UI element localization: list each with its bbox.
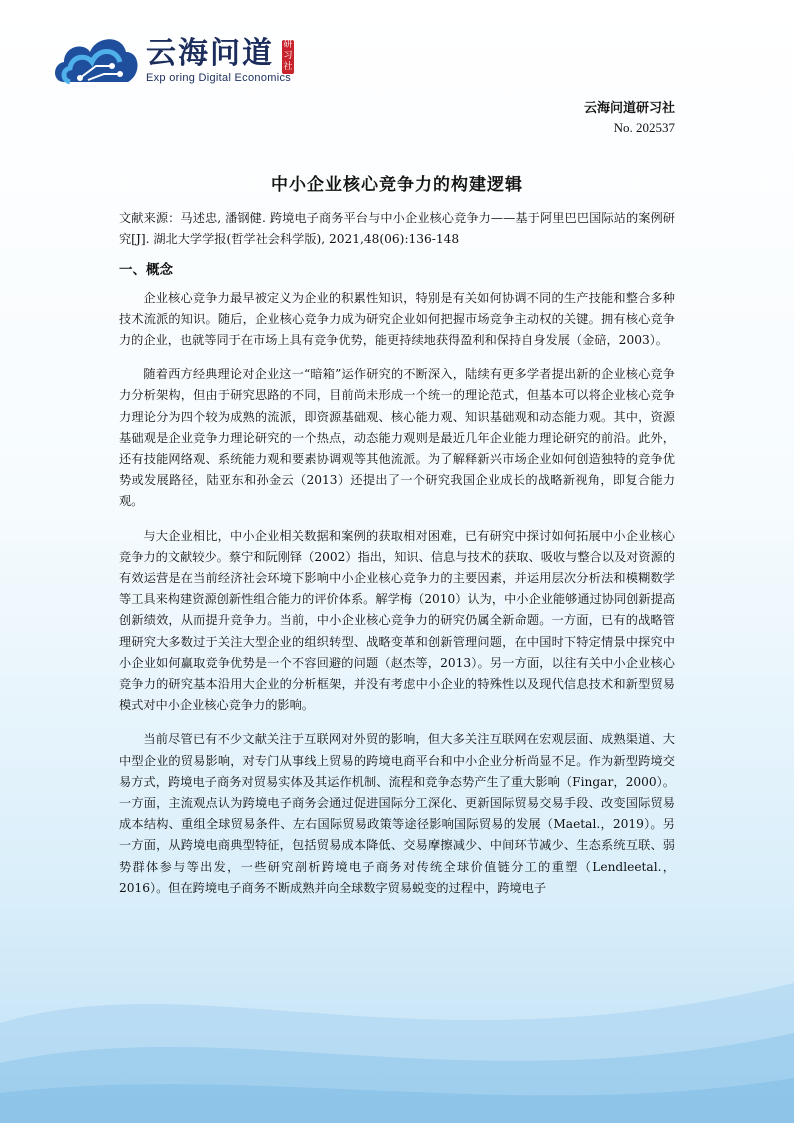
cloud-circuit-icon — [50, 28, 142, 86]
paragraph: 随着西方经典理论对企业这一“暗箱”运作研究的不断深入，陆续有更多学者提出新的企业核心竞争力分析架构，但由于研究思路的不同，目前尚未形成一个统一的理论范式，但基本可以将企业核心竞争力理论分为四个较为成熟的流派，即资源基础观、核心能力观、知识基础观和动态能力观。其中，资源基础观是企业竞争力理论研究的一个热点，动态能力观则是最近几年企业能力理论研究的前沿。此外，还有技能网络观、系统能力观和要素协调观等其他流派。为了解释新兴市场企业如何创造独特的竞争优势或发展路径，陆亚东和孙金云（2013）还提出了一个研究我国企业成长的战略新视角，即复合能力观。 — [119, 367, 675, 509]
paragraph: 当前尽管已有不少文献关注于互联网对外贸的影响，但大多关注互联网在宏观层面、成熟渠道、大中型企业的贸易影响，对专门从事线上贸易的跨境电商平台和中小企业分析尚显不足。作为新型跨境交易方式，跨境电子商务对贸易实体及其运作机制、流程和竞争态势产生了重大影响（Fingar，2000）。一方面，主流观点认为跨境电子商务会通过促进国际分工深化、更新国际贸易交易手段、改变国际贸易成本结构、重组全球贸易条件、左右国际贸易政策等途径影响国际贸易的发展（Maetal.，2019）。另一方面，从跨境电商典型特征，包括贸易成本降低、交易摩擦减少、中间环节减少、生态系统互联、弱势群体参与等出发，一些研究剖析跨境电子商务对传统全球价值链分工的重塑（Lendleetal.，2016）。但在跨境电子商务不断成熟并向全球数字贸易蜕变的过程中，跨境电子 — [119, 732, 675, 895]
organization-block — [584, 97, 675, 136]
paragraph: 企业核心竞争力最早被定义为企业的积累性知识，特别是有关如何协调不同的生产技能和整合多种技术流派的知识。随后，企业核心竞争力成为研究企业如何把握市场竞争主动权的关键。拥有核心竞争力的企业，也就等同于在市场上具有竞争优势，能更持续地获得盈利和保持自身发展（金碚，2003）。 — [119, 290, 675, 348]
logo-chinese-name: 云海问道 — [146, 36, 274, 71]
organization-name: 云海问道研习社 — [583, 101, 675, 116]
background-wave — [0, 903, 794, 1123]
document-title: 中小企业核心竞争力的构建逻辑 — [271, 175, 523, 195]
logo-english-name: Exp oring Digital Economics — [146, 72, 292, 84]
issue-number: No. 202537 — [613, 120, 675, 135]
reference-source: 文献来源：马述忠, 潘钢健. 跨境电子商务平台与中小企业核心竞争力——基于阿里巴巴国际站的案例研究[J]. 湖北大学学报(哲学社会科学版), 2021,48(06):136-148 — [119, 211, 675, 247]
paragraph: 与大企业相比，中小企业相关数据和案例的获取相对困难，已有研究中探讨如何拓展中小企业核心竞争力的文献较少。蔡宁和阮刚铎（2002）指出，知识、信息与技术的获取、吸收与整合以及对资源的有效运营是在当前经济社会环境下影响中小企业核心竞争力的主要因素，并运用层次分析法和模糊数学等工具来构建资源创新性组合能力的评价体系。解学梅（2010）认为，中小企业能够通过协同创新提高创新绩效，从而提升竞争力。当前，中小企业核心竞争力的研究仍属全新命题。一方面，已有的战略管理研究大多数过于关注大型企业的组织转型、战略变革和创新管理问题，在中国时下特定情景中探究中小企业如何赢取竞争优势是一个不容回避的问题（赵杰等，2013）。另一方面，以往有关中小企业核心竞争力的研究基本沿用大企业的分析框架，并没有考虑中小企业的特殊性以及现代信息技术和新型贸易模式对中小企业核心竞争力的影响。 — [119, 528, 675, 713]
section-heading: 一、概念 — [119, 262, 173, 279]
logo-seal: 研习社 — [283, 40, 293, 72]
brand-logo — [50, 26, 310, 96]
document-body — [119, 208, 675, 912]
